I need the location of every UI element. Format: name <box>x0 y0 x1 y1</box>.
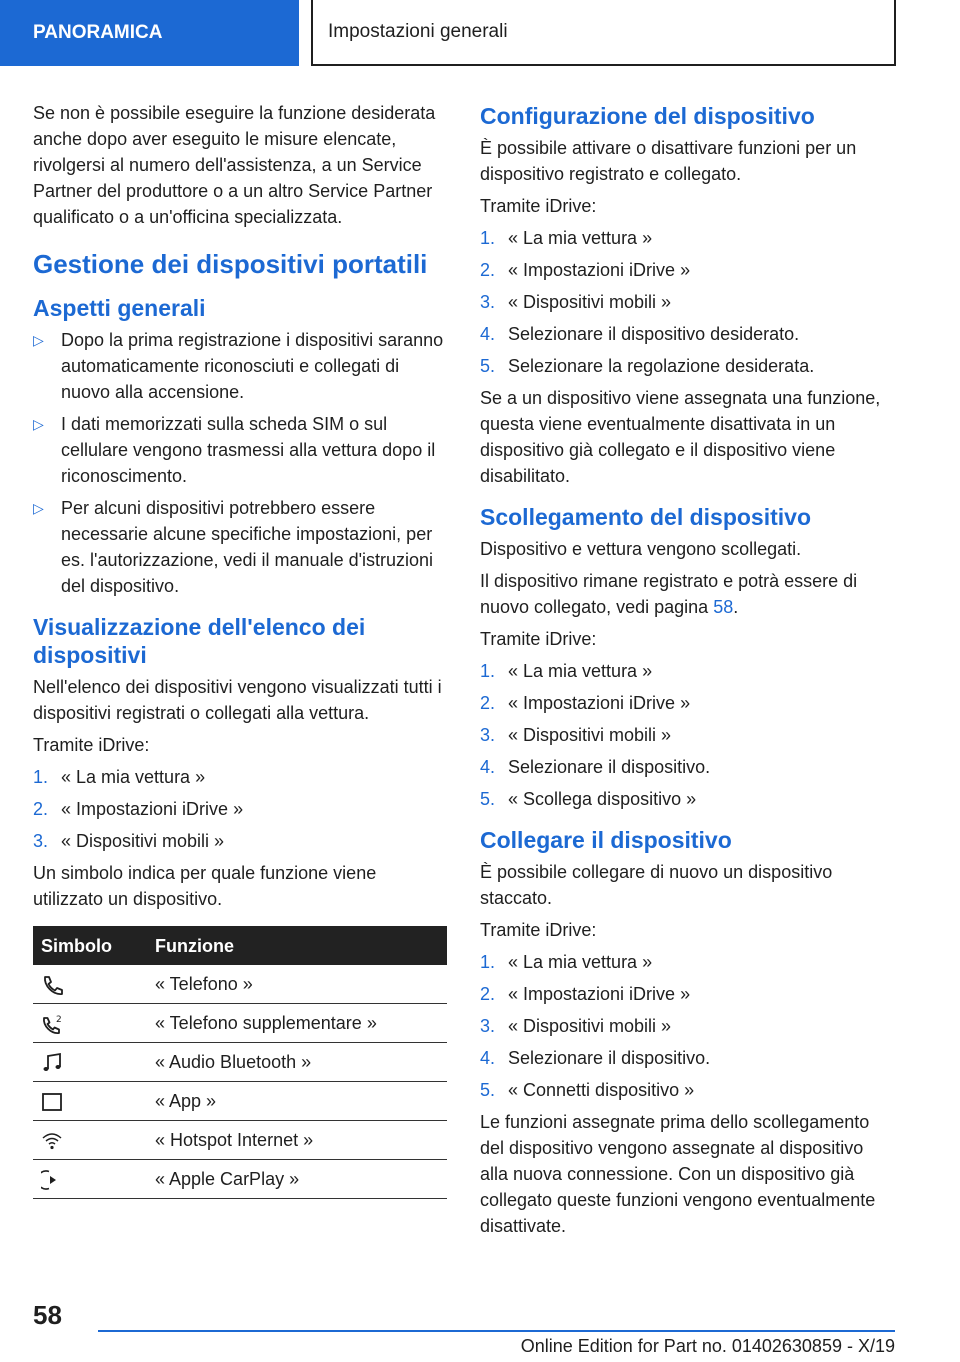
step-text: « La mia vettura » <box>508 952 653 972</box>
bullet-text: Dopo la prima registrazione i dispositivi saranno automaticamente riconosciuti e collegati di nuovo alla accensione. <box>61 330 444 402</box>
step-number: 5. <box>480 356 496 376</box>
step-text: « Impostazioni iDrive » <box>508 984 691 1004</box>
step-item <box>480 658 895 684</box>
connect-paragraph: È possibile collegare di nuovo un dispositivo staccato. <box>480 862 833 908</box>
column-header-symbol: Simbolo <box>33 926 145 965</box>
step-item <box>480 754 895 780</box>
wifi-hotspot-icon <box>41 1130 63 1152</box>
period: . <box>733 597 739 617</box>
heading-portable-devices: Gestione dei dispositivi portatili <box>33 249 428 279</box>
list-item <box>33 327 447 405</box>
step-text: « La mia vettura » <box>508 661 653 681</box>
step-item <box>480 321 895 347</box>
edition-text: Online Edition for Part no. 01402630859 - X/19 <box>520 1336 895 1356</box>
intro-paragraph: Se non è possibile eseguire la funzione desiderata anche dopo aver eseguito le misure elencate, rivolgersi al numero dell'assistenza, a un Service Partner del produttore o a un altro Service Partner qualificato o a un'officina specializzata. <box>33 103 436 227</box>
function-cell: « Telefono supplementare » <box>145 1004 447 1043</box>
step-text: « Impostazioni iDrive » <box>61 799 244 819</box>
step-item <box>480 1045 895 1071</box>
disconnect-paragraph-1: Dispositivo e vettura vengono scollegati. <box>480 539 802 559</box>
step-number: 2. <box>480 260 496 280</box>
device-list-paragraph: Nell'elenco dei dispositivi vengono visualizzati tutti i dispositivi registrati o collegati alla vettura. <box>33 677 442 723</box>
step-number: 3. <box>480 292 496 312</box>
step-text: Selezionare il dispositivo. <box>508 757 711 777</box>
step-text: « Dispositivi mobili » <box>61 831 225 851</box>
heading-connect-device: Collegare il dispositivo <box>480 827 732 853</box>
table-row <box>33 965 447 1004</box>
list-item <box>33 495 447 599</box>
function-cell: « Apple CarPlay » <box>145 1160 447 1199</box>
step-text: « Dispositivi mobili » <box>508 1016 672 1036</box>
step-text: « Connetti dispositivo » <box>508 1080 695 1100</box>
left-column <box>33 100 447 1199</box>
step-number: 1. <box>480 228 496 248</box>
step-number: 4. <box>480 757 496 777</box>
function-cell: « Hotspot Internet » <box>145 1121 447 1160</box>
table-header-row <box>33 926 447 965</box>
step-text: « Impostazioni iDrive » <box>508 260 691 280</box>
symbol-cell <box>33 1043 145 1082</box>
column-header-function: Funzione <box>145 926 447 965</box>
step-item <box>480 786 895 812</box>
step-number: 1. <box>480 952 496 972</box>
function-cell: « App » <box>145 1082 447 1121</box>
step-text: « La mia vettura » <box>508 228 653 248</box>
step-number: 3. <box>480 1016 496 1036</box>
step-item <box>480 981 895 1007</box>
section-tab[interactable]: PANORAMICA <box>0 0 299 66</box>
step-text: « Dispositivi mobili » <box>508 292 672 312</box>
page-number: 58 <box>33 1300 62 1330</box>
table-row <box>33 1043 447 1082</box>
chapter-title: Impostazioni generali <box>311 0 896 66</box>
step-item <box>33 764 447 790</box>
step-number: 3. <box>33 831 49 851</box>
via-idrive: Tramite iDrive: <box>480 196 597 216</box>
step-number: 1. <box>33 767 49 787</box>
disconnect-paragraph-2 <box>480 568 895 620</box>
step-number: 5. <box>480 789 496 809</box>
triangle-bullet-icon: ▷ <box>33 500 44 516</box>
heading-disconnect-device: Scollegamento del dispositivo <box>480 504 812 530</box>
app-icon <box>41 1091 63 1113</box>
triangle-bullet-icon: ▷ <box>33 416 44 432</box>
heading-device-list: Visualizzazione dell'elenco dei dispositivi <box>33 614 366 668</box>
step-number: 4. <box>480 1048 496 1068</box>
step-item <box>480 722 895 748</box>
bullet-text: I dati memorizzati sulla scheda SIM o sul cellulare vengono trasmessi alla vettura dopo il riconoscimento. <box>61 414 436 486</box>
step-item <box>480 289 895 315</box>
step-text: « Dispositivi mobili » <box>508 725 672 745</box>
page-link[interactable]: 58 <box>713 597 734 617</box>
config-paragraph: È possibile attivare o disattivare funzioni per un dispositivo registrato e collegato. <box>480 138 857 184</box>
function-cell: « Audio Bluetooth » <box>145 1043 447 1082</box>
phone-secondary-icon <box>41 1013 63 1035</box>
heading-config-device: Configurazione del dispositivo <box>480 103 815 129</box>
table-row <box>33 1121 447 1160</box>
step-item <box>480 1013 895 1039</box>
step-number: 2. <box>33 799 49 819</box>
symbol-table <box>33 926 447 1199</box>
via-idrive: Tramite iDrive: <box>33 735 150 755</box>
step-text: « La mia vettura » <box>61 767 206 787</box>
symbol-cell <box>33 1160 145 1199</box>
symbol-cell <box>33 1121 145 1160</box>
right-column <box>480 100 895 1245</box>
step-item <box>480 257 895 283</box>
music-note-icon <box>41 1052 63 1074</box>
table-row <box>33 1082 447 1121</box>
phone-icon <box>41 974 63 996</box>
connect-note: Le funzioni assegnate prima dello scollegamento del dispositivo vengono assegnate al dispositivo alla nuova connessione. Con un dispositivo già collegato queste funzioni vengono eventualmente disattivate. <box>480 1112 876 1236</box>
step-item <box>480 225 895 251</box>
step-text: Selezionare il dispositivo desiderato. <box>508 324 800 344</box>
bullet-text: Per alcuni dispositivi potrebbero essere necessarie alcune specifiche impostazioni, per es. l'autorizzazione, vedi il manuale d'istruzioni del dispositivo. <box>61 498 434 596</box>
step-item <box>480 949 895 975</box>
table-row <box>33 1004 447 1043</box>
table-row <box>33 1160 447 1199</box>
symbol-cell <box>33 1082 145 1121</box>
symbol-cell <box>33 965 145 1004</box>
step-number: 2. <box>480 984 496 1004</box>
step-item <box>33 796 447 822</box>
symbol-intro: Un simbolo indica per quale funzione viene utilizzato un dispositivo. <box>33 863 377 909</box>
footer-rule <box>98 1330 895 1332</box>
step-text: Selezionare la regolazione desiderata. <box>508 356 815 376</box>
heading-general: Aspetti generali <box>33 295 206 321</box>
step-text: « Scollega dispositivo » <box>508 789 697 809</box>
step-number: 5. <box>480 1080 496 1100</box>
step-item <box>480 353 895 379</box>
step-number: 1. <box>480 661 496 681</box>
device-list-steps <box>33 764 447 854</box>
step-item <box>33 828 447 854</box>
via-idrive: Tramite iDrive: <box>480 920 597 940</box>
step-item <box>480 690 895 716</box>
carplay-icon <box>41 1169 63 1191</box>
step-item <box>480 1077 895 1103</box>
step-number: 4. <box>480 324 496 344</box>
general-bullets <box>33 327 447 599</box>
triangle-bullet-icon: ▷ <box>33 332 44 348</box>
config-note: Se a un dispositivo viene assegnata una funzione, questa viene eventualmente disattivata in un dispositivo già collegato e il dispositivo viene disabilitato. <box>480 388 881 486</box>
step-text: Selezionare il dispositivo. <box>508 1048 711 1068</box>
config-steps <box>480 225 895 379</box>
step-number: 3. <box>480 725 496 745</box>
disconnect-steps <box>480 658 895 812</box>
disconnect-text: Il dispositivo rimane registrato e potrà essere di nuovo collegato, vedi pagina <box>480 571 858 617</box>
list-item <box>33 411 447 489</box>
step-text: « Impostazioni iDrive » <box>508 693 691 713</box>
via-idrive: Tramite iDrive: <box>480 629 597 649</box>
connect-steps <box>480 949 895 1103</box>
function-cell: « Telefono » <box>145 965 447 1004</box>
symbol-cell <box>33 1004 145 1043</box>
step-number: 2. <box>480 693 496 713</box>
svg-text:2: 2 <box>56 1015 62 1026</box>
